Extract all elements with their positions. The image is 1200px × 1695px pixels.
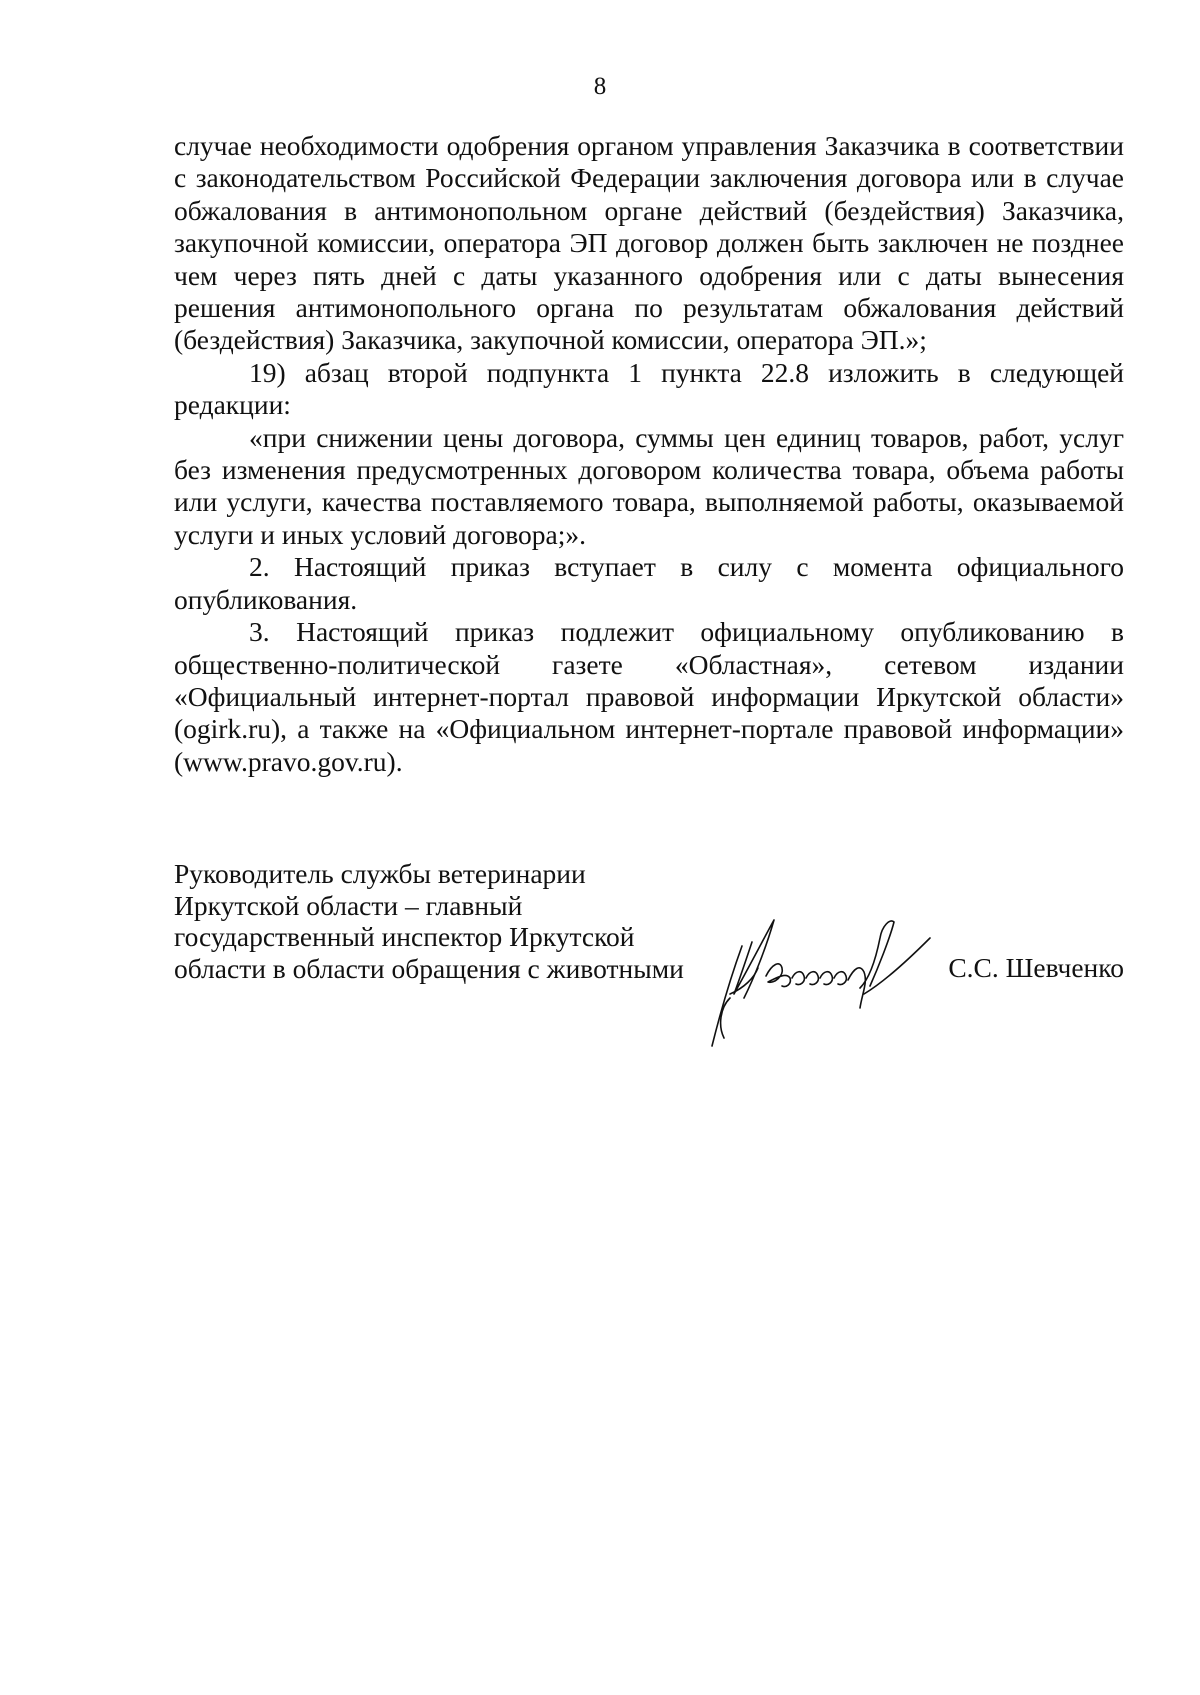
signatory-name: С.С. Шевченко	[948, 952, 1124, 983]
handwritten-signature-icon	[694, 898, 934, 1048]
signatory-position-line: Руководитель службы ветеринарии	[174, 858, 586, 889]
paragraph-continuation: случае необходимости одобрения органом управления Заказчика в соответствии с законодательством Российской Федерации заключения договора или в случае обжалования в антимонопольном органе действий (бездействия) Заказчика, закупочной комиссии, оператора ЭП договор должен быть заключен не позднее чем через пять дней с даты указанного одобрения или с даты вынесения решения антимонопольного органа по результатам обжалования действий (бездействия) Заказчика, закупочной комиссии, оператора ЭП.»;	[174, 130, 1124, 356]
signatory-position	[174, 858, 684, 984]
paragraph-item-19: 19) абзац второй подпункта 1 пункта 22.8 изложить в следующей редакции:	[174, 356, 1124, 421]
page-number: 8	[593, 73, 607, 100]
signatory-position-line: области в области обращения с животными	[174, 952, 684, 984]
document-body	[174, 130, 1124, 778]
paragraph-item-2: 2. Настоящий приказ вступает в силу с момента официального опубликования.	[174, 551, 1124, 615]
signatory-position-line: государственный инспектор Иркутской	[174, 921, 635, 952]
paragraph-quoted-text: «при снижении цены договора, суммы цен единиц товаров, работ, услуг без изменения предусмотренных договором количества товара, объема работы или услуги, качества поставляемого товара, выполняемой работы, оказываемой услуги и иных условий договора;».	[174, 421, 1124, 550]
signature-block	[174, 858, 1124, 1058]
signatory-position-line: Иркутской области – главный	[174, 889, 523, 921]
paragraph-item-3: 3. Настоящий приказ подлежит официальному опубликованию в общественно-политической газете «Областная», сетевом издании «Официальный интернет-портал правовой информации Иркутской области» (ogirk.ru), а также на «Официальном интернет-портале правовой информации» (www.pravo.gov.ru).	[174, 616, 1124, 777]
